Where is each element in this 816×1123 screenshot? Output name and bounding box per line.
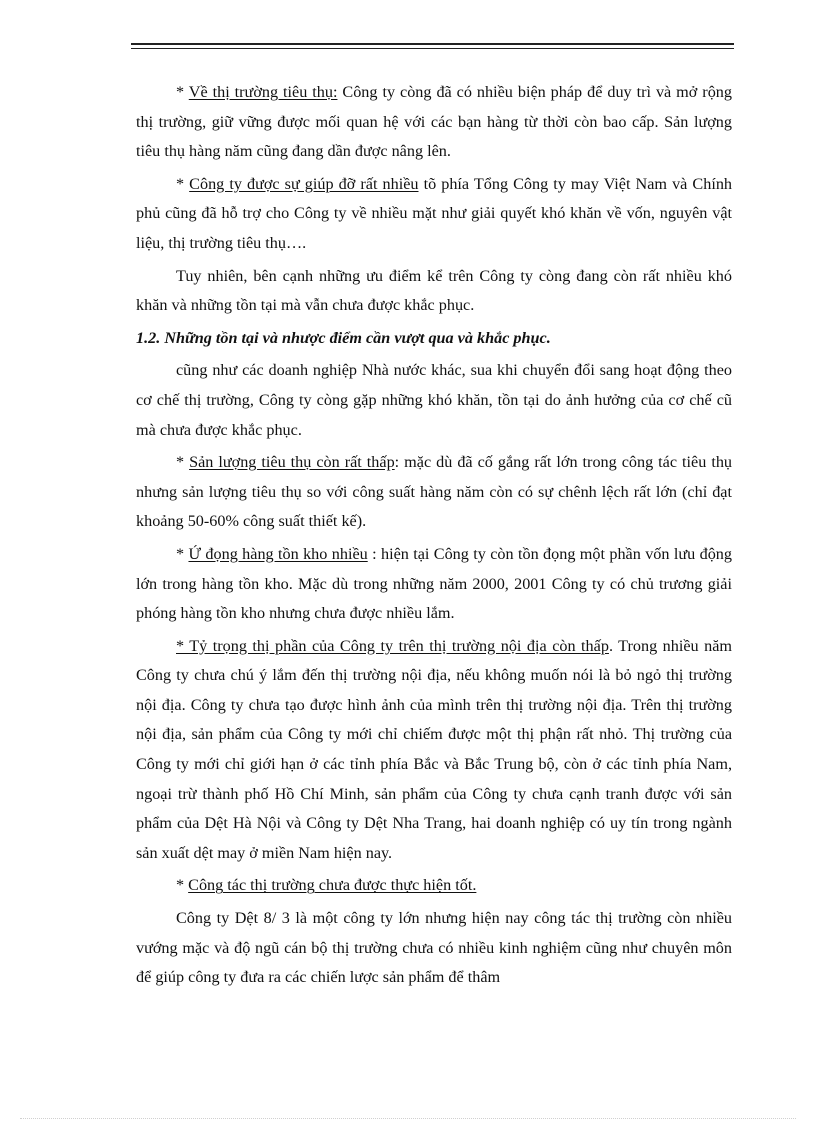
paragraph-low-sales: * Sản lượng tiêu thụ còn rất thấp: mặc dù đã cố gắng rất lớn trong công tác tiêu thụ nhưng sản lượng tiêu thụ so với công suất hàng năm còn có sự chênh lệch rất lớn (chỉ đạt khoảng 50-60% công suất thiết kế). bbox=[136, 453, 733, 531]
paragraph-state-enterprises: cũng như các doanh nghiệp Nhà nước khác, sua khi chuyển đổi sang hoạt động theo cơ chế thị trường, Công ty còng gặp những khó khăn, tồn tại do ảnh hưởng của cơ chế cũ mà chưa được khắc phục. bbox=[136, 361, 732, 439]
paragraph-support: * Công ty được sự giúp đỡ rất nhiều tõ phía Tổng Công ty may Việt Nam và Chính phủ cũng đã hỗ trợ cho Công ty về nhiều mặt như giải quyết khó khăn về vốn, nguyên vật liệu, thị trường tiêu thụ…. bbox=[136, 174, 733, 252]
paragraph-however: Tuy nhiên, bên cạnh những ưu điểm kể trên Công ty còng đang còn rất nhiều khó khăn và những tồn tại mà vẫn chưa được khắc phục. bbox=[136, 266, 732, 315]
paragraph-market-work: * Công tác thị trường chưa được thực hiện tốt. bbox=[176, 876, 477, 895]
paragraph-inventory: * Ứ đọng hàng tồn kho nhiều : hiện tại Công ty còn tồn đọng một phần vốn lưu động lớn trong hàng tồn kho. Mặc dù trong những năm 2000, 2001 Công ty có chủ trương giải phóng hàng tồn kho nhưng chưa được nhiều lắm. bbox=[136, 544, 732, 623]
section-heading: 1.2. Những tồn tại và nhược điểm cần vượt qua và khắc phục. bbox=[136, 328, 551, 347]
header-rule bbox=[131, 43, 734, 49]
underlined-phrase: * Tỷ trọng thị phần của Công ty trên thị trường nội địa còn thấp bbox=[176, 636, 609, 655]
document-body bbox=[136, 78, 732, 993]
footer-dotted-line bbox=[20, 1118, 796, 1119]
underlined-phrase: Sản lượng tiêu thụ còn rất thấp bbox=[189, 453, 395, 472]
paragraph-company-83: Công ty Dệt 8/ 3 là một công ty lớn nhưng hiện nay công tác thị trường còn nhiều vướng mặc và độ ngũ cán bộ thị trường chưa có nhiều kinh nghiệm cũng như chuyên môn để giúp công ty đưa ra các chiến lược sản phẩm để thâm bbox=[136, 909, 732, 987]
underlined-phrase: Về thị trường tiêu thụ: bbox=[188, 83, 338, 101]
underlined-phrase: Công ty được sự giúp đỡ rất nhiều bbox=[189, 174, 419, 193]
underlined-phrase: Công tác thị trường chưa được thực hiện tốt. bbox=[188, 876, 477, 895]
underlined-phrase: Ứ đọng hàng tồn kho nhiều bbox=[188, 544, 368, 563]
paragraph-market: * Về thị trường tiêu thụ: Công ty còng đã có nhiều biện pháp để duy trì và mở rộng thị trường, giữ vững được mối quan hệ với các bạn hàng từ thời còn bao cấp. Sản lượng tiêu thụ hàng năm cũng đang dần được nâng lên. bbox=[136, 83, 732, 161]
paragraph-market-share: * Tỷ trọng thị phần của Công ty trên thị trường nội địa còn thấp. Trong nhiều năm Công ty chưa chú ý lắm đến thị trường nội địa, nếu không muốn nói là bỏ ngỏ thị trường nội địa. Công ty chưa tạo được hình ảnh của mình trên thị trường nội địa. Trên thị trường nội địa, sản phẩm của Công ty mới chỉ chiếm được một thị phận rất nhỏ. Thị trường của Công ty mới chỉ giới hạn ở các tỉnh phía Bắc và Bắc Trung bộ, còn ở các tỉnh phía Nam, ngoại trừ thành phố Hồ Chí Minh, sản phẩm của Công ty chưa cạnh tranh được với sản phẩm của Dệt Hà Nội và Công ty Dệt Nha Trang, hai doanh nghiệp có uy tín trong ngành sản xuất dệt may ở miền Nam hiện nay. bbox=[136, 636, 732, 862]
